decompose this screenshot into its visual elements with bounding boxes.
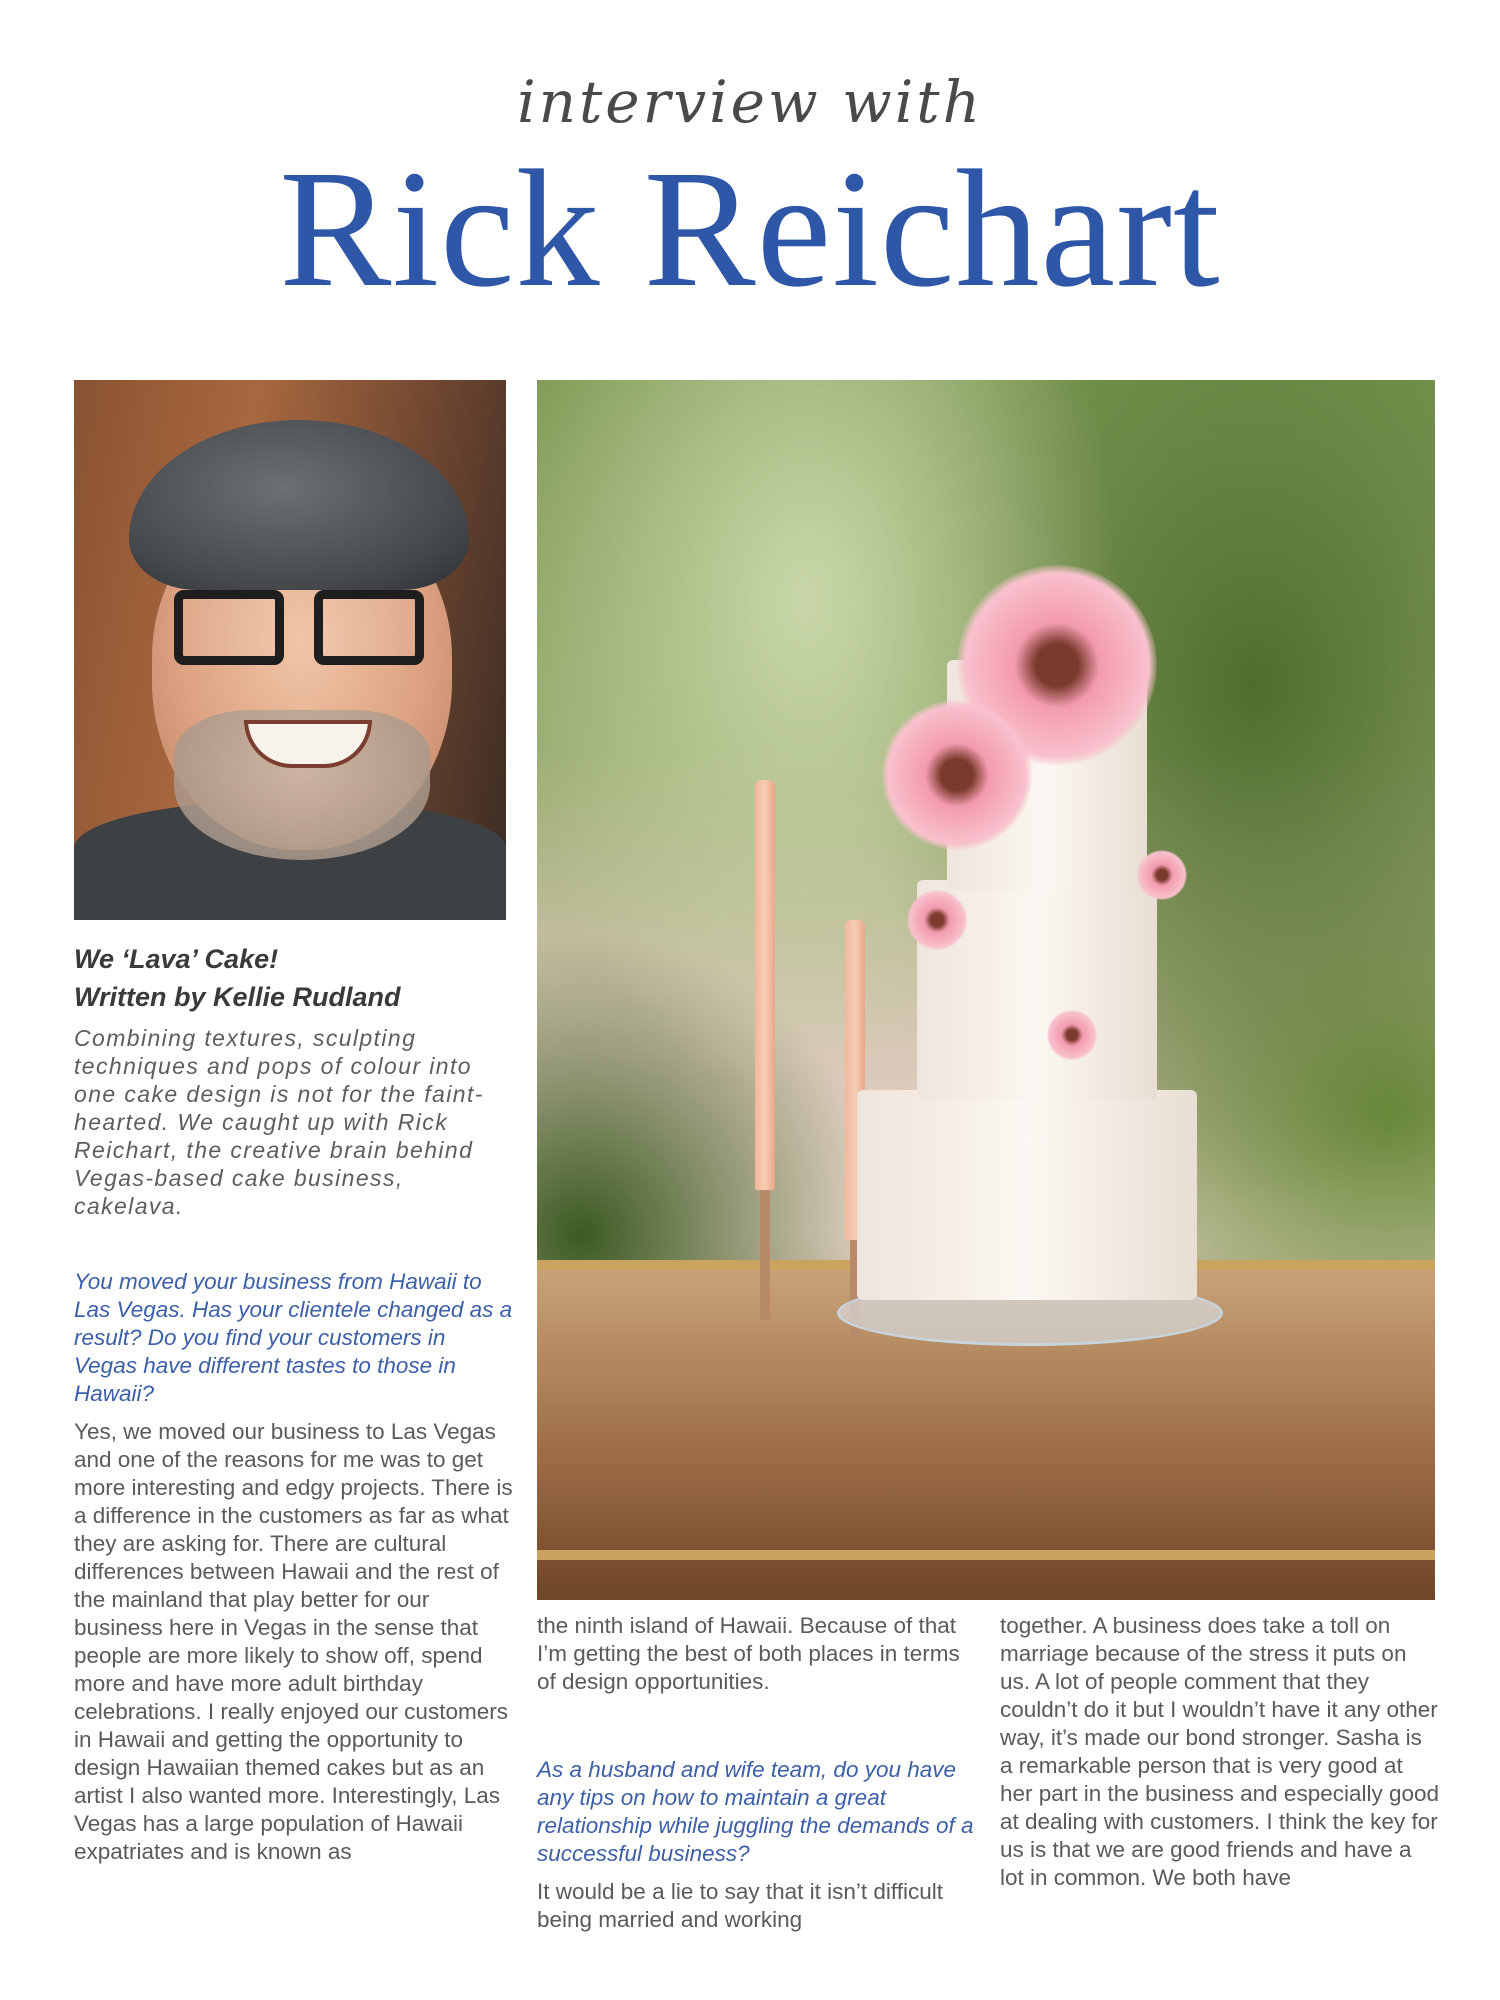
cart-rail-bottom [537,1550,1435,1560]
article-byline: Written by Kellie Rudland [74,982,401,1012]
question-2: As a husband and wife team, do you have any tips on how to maintain a great relationship while juggling the demands of a successful business? [537,1757,974,1866]
portrait-cap [129,420,469,590]
answer-1-part-1: Yes, we moved our business to Las Vegas and one of the reasons for me was to get more interesting and edgy projects. There is a difference in the customers as far as what they are asking for. There are cultural differences between Hawaii and the rest of the mainland that play better for our business here in Vegas in the sense that people are more likely to show off, spend more and have more adult birthday celebrations. I really enjoyed our customers in Hawaii and getting the opportunity to design Hawaiian themed cakes but as an artist I also wanted more. Interestingly, Las Vegas has a large population of Hawaii expatriates and is known as [74,1419,513,1864]
article-headline: We ‘Lava’ Cake! [74,944,279,974]
text-column-3 [1000,1612,1440,1892]
answer-1-part-2: the ninth island of Hawaii. Because of that I’m getting the best of both places in terms of design opportunities. [537,1613,960,1694]
kicker: interview with [517,68,983,136]
article-subhead [74,940,514,1016]
article-dek: Combining textures, sculpting techniques and pops of colour into one cake design is not for the faint-hearted. We caught up with Rick Reichart, the creative brain behind Vegas-based cake business, cakelava. [74,1025,484,1219]
page-title: Rick Reichart [279,136,1221,322]
glasses-lens-left [174,590,284,665]
sugar-flower-small [1047,1010,1097,1060]
question-1: You moved your business from Hawaii to Las Vegas. Has your clientele changed as a result? Do you find your customers in Vegas have different tastes to those in Hawaii? [74,1269,513,1406]
candle-holder-tall [760,1190,770,1320]
portrait-glasses [174,590,434,670]
glasses-lens-right [314,590,424,665]
text-column-2 [537,1612,977,1934]
sugar-flower-medium [882,700,1032,850]
portrait-photo [74,380,506,920]
sugar-flower-small [1137,850,1187,900]
candle-tall [755,780,775,1190]
cake-tier-bottom [857,1090,1197,1300]
text-column-1 [74,1268,514,1866]
answer-2-part-2: together. A business does take a toll on marriage because of the stress it puts on us. A lot of people comment that they couldn’t do it but I wouldn’t have it any other way, it’s made our bond stronger. Sasha is a remarkable person that is very good at her part in the business and especially good at dealing with customers. I think the key for us is that we are good friends and have a lot in common. We both have [1000,1613,1440,1890]
cake-photo [537,380,1435,1600]
sugar-flower-small [907,890,967,950]
answer-2-part-1: It would be a lie to say that it isn’t difficult being married and working [537,1879,944,1932]
